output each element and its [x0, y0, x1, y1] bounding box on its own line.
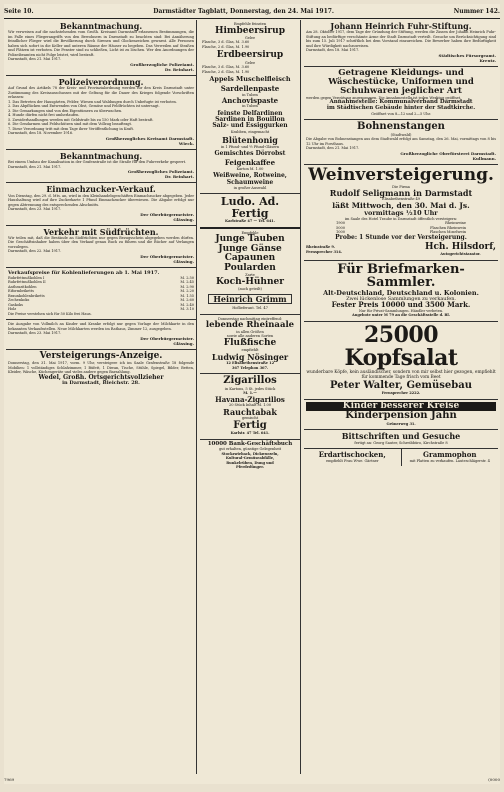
notice-signature: Dr. Reinhart.	[164, 174, 194, 180]
footer-right-code: (0000	[488, 777, 500, 782]
notice-bohnenstangen	[304, 120, 498, 165]
ad-title: Sardellenpaste	[220, 84, 280, 94]
price-value: M. 2.45	[180, 280, 194, 285]
column-right	[304, 20, 498, 774]
ad-zigarillos	[200, 374, 300, 439]
notice-signature: Glässing.	[173, 258, 194, 264]
ad-line: Karton M. 1.00	[236, 166, 264, 171]
company-name: Rudolf Seligmann in Darmstadt	[329, 188, 473, 199]
ad-erdartischocken	[304, 449, 402, 466]
ad-briefmarken	[304, 261, 498, 322]
ad-title: Blütenhonig	[222, 135, 278, 146]
notice-place: Darmstadt, den 18. November 1916.	[8, 131, 74, 136]
notice-title: Polizeiverordnung.	[58, 76, 144, 87]
notice-body: Die Ausgabe von Vollmilch an Kinder und Kranke erfolgt nur gegen Vorlage der Milchkarte in den bekannten Verkaufsstellen. Neue Milchkarten werden im Rathaus, Zimmer 12, ausgegeben.	[8, 322, 194, 331]
notice-line: Annahmestelle: Kommunalverband Darmstadt	[329, 99, 473, 106]
ad-title: Havana-Zigarillos	[215, 394, 285, 404]
ad-line: Flasche, 2 d. Glas, M. 1.90	[202, 44, 250, 49]
notice-item: 2. Das Abpflücken und Entwenden von Obst, Gemüse und Feldfrüchten ist untersagt.	[8, 104, 160, 109]
ad-gefluegel	[200, 229, 300, 315]
notice-place: Darmstadt, den 21. Mai 1917.	[8, 164, 62, 169]
newspaper-dateline: Darmstädter Tagblatt, Donnerstag, den 24. Mai 1917.	[153, 7, 335, 15]
notice-signature: Kullmann.	[472, 155, 496, 161]
ad-title: Erdartischocken,	[318, 450, 386, 460]
ad-title: Gemischtes Dörrobst	[214, 150, 286, 158]
notice-place: Darmstadt, den 22. Mai 1917.	[8, 249, 62, 254]
notice-bekanntmachung-2	[6, 150, 196, 183]
notice-body: Von Dienstag, den 29. d. Mts. an, wird in den Kleinhandelsgeschäften Einmachzucker abgegeben. Jeder Haushaltung wird auf ihre Zuckerkarte 1 Pfund Einmachzucker überwiesen. Die Abgabe erfolgt nur gegen Abtrennung des entsprechenden Abschnitts.	[8, 193, 194, 207]
broker-phone: Fernsprecher 314.	[306, 249, 342, 254]
notice-place: Darmstadt, den 21. Mai 1917.	[306, 146, 360, 151]
ad-kopfsalat	[304, 322, 498, 400]
price-value: M. 2.40	[180, 302, 194, 307]
price-item: Holz	[8, 307, 17, 312]
price-value: M. 2.50	[180, 275, 194, 280]
ad-title: 25000 Kopfsalat	[344, 321, 458, 371]
price-value: M. 2.90	[180, 284, 194, 289]
ad-kinderpension	[304, 400, 498, 430]
notice-title: Getragene Kleidungs- und Wäschestücke, Uniformen und Schuhwaren jeglicher Art	[328, 67, 474, 96]
notice-body: Donnerstag, den 31. Mai 1917, vorm. 9 Uhr, versteigere ich im Saale Grafenstraße 18 folgende Mobilien: 1 vollständiges Schlafzimmer, 1 Büfett, 1 Diwan, Tische, Stühle, Spiegel, Bilder, Betten, Kleider, Wäsche, Küchengeräte und vieles andere gegen Barzahlung.	[8, 361, 194, 375]
wine-qty: 1000	[336, 230, 345, 235]
broker-contact	[306, 245, 342, 254]
ad-line: in Kartons, 5 St. jedes Stück	[224, 386, 276, 391]
ad-line: empfiehlt	[241, 348, 259, 353]
ad-title: Bittschriften und Gesuche	[341, 431, 461, 442]
shop-name: Fertig	[233, 419, 267, 431]
ad-line: gut erhalten, günstige Gelegenheit	[218, 447, 282, 452]
page-footer	[4, 775, 500, 784]
page-number: Seite 10.	[4, 7, 34, 15]
notice-line: Geöffnet von 8—12 und 2—5 Uhr.	[371, 111, 431, 116]
ad-title: lebende Rheinaale	[205, 320, 295, 331]
ad-title: Feigenkaffee	[224, 158, 276, 168]
ad-line: Pferdedünger.	[236, 465, 264, 470]
grower-name: Peter Walter, Gemüsebau	[330, 379, 472, 391]
notice-subtitle: (Stadtwald)	[390, 132, 412, 137]
notice-signature: Kreutz.	[479, 57, 496, 63]
shop-name: Ludo. Ad. Fertig	[220, 195, 280, 220]
notice-title: Verkehr mit Südfrüchten.	[43, 226, 159, 237]
ad-line: Flasche, 3 d. Glas, M. 3.60	[202, 40, 250, 45]
ad-address: Grünerweg 31.	[386, 421, 416, 426]
ad-title: Kinder besserer Kreise	[306, 402, 496, 411]
ad-title: Himbeersirup	[215, 25, 285, 36]
ad-line: mit Platten zu verkaufen. Lauteschlägerstr. 4	[409, 458, 490, 463]
price-item: Ruhrfettnußkohlen II	[8, 280, 46, 285]
ad-line: sowie alle anderen Sorten	[226, 334, 274, 339]
ad-line: 20 Stück Inhalt M. 1.00	[228, 403, 271, 408]
price-item: Eiformbriketts	[8, 289, 34, 294]
notice-line: im Städtischen Gebäude hinter der Stadtkirche.	[326, 104, 476, 111]
wine-type: Rheinweine	[445, 221, 466, 226]
notice-item: 6. Die Gendarmen und Feldschützen sind mit dem Vollzug beauftragt.	[8, 122, 133, 127]
ad-line: Die Firma	[392, 184, 410, 189]
ad-title: Flußfische	[223, 337, 277, 348]
shop-name: Ludwig Nösinger	[211, 351, 289, 362]
ad-kicker: Empfehle	[241, 230, 259, 235]
price-item: Zechenkoks	[8, 298, 30, 303]
broker-name-block	[425, 243, 496, 257]
ad-kicker: Donnerstag nachmittag eintreffend:	[217, 316, 282, 321]
notice-bekanntmachung-1	[6, 20, 196, 76]
ad-line: in 1 Pfund- und ½ Pfund-Gläsern	[220, 144, 280, 149]
ad-line: empfiehlt Frau Wwe. Gärtner	[326, 458, 379, 463]
notice-einmachzucker	[6, 183, 196, 225]
ad-line: Krabben, eingemacht	[230, 129, 270, 134]
ad-line: (auch geteilt)	[238, 287, 262, 292]
notice-suedfruechte	[6, 226, 196, 268]
ad-weinversteigerung	[304, 165, 498, 261]
price-value: M. 2.60	[180, 298, 194, 303]
ad-himbeersirup	[200, 20, 300, 194]
notice-title: Bekanntmachung.	[59, 150, 143, 161]
notice-title: Bohnenstangen	[357, 121, 445, 133]
ad-line: Zwei lückenlose Sammlungen zu verkaufen.	[346, 295, 456, 302]
newspaper-page	[4, 4, 500, 784]
ad-title: Erdbeersirup	[216, 50, 284, 61]
ad-fertig	[200, 194, 300, 229]
notice-body: Am 28. Oktober 1917, dem Tage der Gründung der Stiftung, werden die Zinsen der Johann Heinrich Fuhr-Stiftung an bedürftige verschämte Arme der Stadt Darmstadt verteilt. Gesuche um Berücksichtigung sind bis zum 15. Juli 1917 schriftlich bei dem Vorstand einzureichen. Die Bewerber haben ihre Bedürftigkeit und ihre Würdigkeit nachzuweisen.	[306, 30, 496, 48]
ad-line: Runkelrüben, Dung und	[226, 460, 274, 465]
wine-qty: 5000	[336, 225, 345, 230]
auctioneer-address: in Darmstadt, Bleichstr. 28.	[62, 380, 140, 387]
ad-price: M. 1.—	[243, 391, 257, 396]
auction-probe: Probe: 1 Stunde vor der Versteigerung.	[335, 233, 467, 241]
ad-line: gemischt	[241, 416, 259, 421]
notice-signature: Glässing.	[173, 340, 194, 346]
notice-place: Darmstadt, den 23. Mai 1917.	[8, 331, 62, 336]
notice-milch	[6, 320, 196, 350]
ad-line: Poularden	[224, 262, 276, 273]
notice-org: Der Oberbürgermeister.	[140, 211, 194, 217]
notice-org: Der Oberbürgermeister.	[140, 253, 194, 259]
ad-line: Zarte	[245, 273, 255, 278]
ad-bittschriften	[304, 430, 498, 449]
ad-title: Für Briefmarken-Sammler.	[337, 261, 465, 291]
notice-title: Bekanntmachung.	[59, 21, 143, 31]
issue-number: Nummer 142.	[453, 7, 500, 15]
ad-line: in allen Größen	[236, 329, 264, 334]
company-address: Elisabethenstraße 49	[382, 197, 420, 202]
auction-place: im Saale des Hotel Traube in Darmstadt öffentlich versteigern:	[344, 216, 458, 221]
wine-qty: 1900	[336, 221, 345, 226]
broker-address: Rheinstraße 9.	[306, 245, 336, 250]
notice-kleidung	[304, 67, 498, 120]
auction-date: läßt Mittwoch, den 30. Mai d. Js.	[332, 200, 470, 210]
notice-item: 1. Das Betreten der Hausgärten, Felder, Wiesen und Waldungen durch Unbefugte ist verboten.	[8, 99, 177, 104]
ad-line: Nur für Privat-Sammlungen. Händler verbeten.	[358, 308, 444, 313]
notice-org: Großherzogliche Oberförsterei Darmstadt.	[400, 150, 496, 156]
shop-phone: 367 Telephon 367.	[231, 365, 269, 370]
ad-line: Angebote unter M 79 an die Geschäftsstelle d. Bl.	[352, 313, 450, 318]
ad-title: Rauchtabak	[223, 406, 277, 417]
notice-fuhr-stiftung	[304, 20, 498, 67]
notice-body: Wir teilen mit, daß die Bestände an Südfrüchten nur gegen Bezugsschein abgegeben werden dürfen. Die Geschäftsinhaber haben über den Verkauf genau Buch zu führen und die Bücher auf Verlangen vorzulegen.	[8, 235, 194, 249]
notice-item: 5. Zuwiderhandlungen werden mit Geldstrafe bis zu 150 Mark oder Haft bestraft.	[8, 117, 154, 122]
ad-line: Sardinen in Bouillon	[215, 116, 285, 124]
broker-name: Hch. Hilsdorf,	[424, 241, 496, 252]
ad-subtitle: Alt-Deutschland, Deutschland u. Kolonien.	[323, 289, 479, 298]
wine-type: Flaschen Moselwein	[429, 230, 466, 235]
shop-name: Heinrich Grimm	[208, 294, 292, 304]
ad-line: Junge Tauben	[215, 234, 285, 245]
ad-title: Grammophon	[423, 450, 477, 460]
price-item: Braunkohlenbriketts	[8, 293, 45, 298]
ad-title: Anchovispaste	[221, 96, 279, 106]
price-item: Gaskoks	[8, 302, 23, 307]
price-item: Anthrazitkohlen	[8, 284, 37, 289]
ad-line: Gelee	[244, 60, 256, 65]
ad-title: Weinversteigerung.	[308, 164, 494, 185]
notice-place: Darmstadt, den 21. Mai 1917.	[8, 57, 62, 62]
notice-body: werden gegen Vergütung angenommen. Die Annahmestelle ist jeden Werktag geöffnet.	[306, 95, 462, 100]
price-note: Die Preise verstehen sich für 50 Kilo frei Haus.	[8, 311, 92, 316]
auctioneer-name: Wedel, Großh. Ortsgerichtsvollzieher	[38, 373, 164, 381]
column-middle	[200, 20, 301, 774]
ad-line: Stockzwieback, Dickwurzeln,	[221, 451, 279, 456]
ad-title: 10000 Bank-Geschäftsbuch	[207, 440, 293, 447]
ad-line: Gelee	[244, 35, 256, 40]
notice-org: Städtisches Fürsorgeamt.	[438, 52, 496, 58]
ad-line: Flasche, 3 d. Glas, M. 3.60	[202, 65, 250, 70]
notice-item: 7. Diese Verordnung tritt mit dem Tage ihrer Veröffentlichung in Kraft.	[8, 126, 135, 131]
price-list-coal	[6, 268, 196, 321]
ad-line: in großer Auswahl	[233, 185, 267, 190]
notice-title: Versteigerungs-Anzeige.	[39, 350, 163, 361]
shop-address: 12 Elisabethenstraße 12	[225, 361, 275, 366]
ad-line: Junge Gänse	[218, 243, 282, 254]
ad-title: Schaumweine	[226, 178, 274, 186]
notice-org: Großherzogliches Polizeiamt.	[127, 169, 194, 175]
notice-org: Der Oberbürgermeister.	[140, 335, 194, 341]
price-list-title: Verkaufspreise für Kohlenlieferungen ab 1. Mai 1917.	[8, 269, 160, 276]
auction-time: vormittags ½10 Uhr	[364, 208, 438, 217]
notice-org: Großherzogliches Kreisamt Darmstadt.	[105, 135, 194, 141]
ad-line: fertigt an: Georg Sauter, Schreibbüro, Kirchstraße 8	[354, 440, 448, 445]
price-value: M. 1.55	[180, 293, 194, 298]
ad-line: feinste Delfardinen	[217, 109, 283, 117]
ad-title: Weißweine, Rotweine,	[213, 172, 287, 180]
notice-place: Darmstadt, den 18. Mai 1917.	[306, 48, 360, 53]
ad-title: Koch-Hühner	[216, 276, 284, 287]
ad-title: Appels Muschelfleisch	[209, 75, 291, 84]
notice-signature: Glässing.	[173, 216, 194, 222]
notice-body: Bei einem Umbau der Kanalisation in der Grafenstraße ist die Straße für den Fuhrverkehr gesperrt.	[8, 160, 187, 165]
ad-body: wunderbare Köpfe, kein ausländischer, sondern von mir selbst hier gezogen, empfiehlt für kommende Tage frisch vom Beet	[306, 369, 496, 381]
notice-title: Johann Heinrich Fuhr-Stiftung.	[330, 21, 472, 31]
shop-address: Karlstr. 47 Tel. 641.	[230, 431, 270, 436]
ad-title: Kinderpension Jahn	[345, 410, 457, 422]
footer-left-code: 7969	[4, 777, 15, 782]
notice-org: Großherzogliche Polizeiamt.	[130, 61, 194, 67]
ad-line: Kultural-Gemüseabfälle,	[225, 456, 275, 461]
ad-title: Zigarillos	[223, 375, 277, 387]
column-left	[6, 20, 197, 774]
notice-item: 4. Hunde dürfen nicht frei umherlaufen.	[8, 113, 80, 118]
shop-address: Hoflieferant. Tel. 47	[232, 306, 268, 311]
notice-body: Wir verweisen auf die nachstehenden vom Großh. Kreisamt Darmstadt erlassenen Bestimmungen, die im Falle eines Fliegerangriffs von den Bewohnern in Darmstadt zu beachten sind: Bei Annäherung feindlicher Flieger wird die Bevölkerung durch Sirenen und Glockenzeichen gewarnt. Alle Personen haben sich sofort in die Keller und unteren Räume der Häuser zu begeben. Das Verweilen auf Straßen und Plätzen ist verboten. Die Fenster sind zu schließen, Licht ist zu löschen. Wer den Anordnungen der Polizeibeamten nicht Folge leistet, wird bestraft.	[8, 30, 194, 57]
notice-signature: Wieck.	[178, 140, 194, 146]
notice-signature: Dr. Reinhart.	[164, 66, 194, 72]
page-header	[4, 4, 500, 19]
notice-versteigerung	[6, 350, 196, 389]
wine-type: Flaschen Rheinwein	[430, 225, 466, 230]
price-item: Ruhrfettnußkohlen I	[8, 275, 45, 280]
ad-line: Flasche, 2 d. Glas, M. 1.90	[202, 69, 250, 74]
notice-item: 3. Die Gemarkungen sind von den Eigentümern zu überwachen.	[8, 108, 123, 113]
shop-address: Karlstraße 47 — Tel. 641.	[225, 219, 275, 224]
ad-rheinaale	[200, 315, 300, 375]
ad-bank	[200, 440, 300, 473]
broker-block	[306, 243, 496, 257]
ad-line: in Tuben	[242, 92, 258, 97]
ad-price: Fester Preis 10000 und 3500 Mark.	[331, 300, 471, 310]
ad-line: in Tuben	[242, 104, 258, 109]
ad-grammophon	[402, 449, 499, 466]
notice-polizeiverordnung	[6, 76, 196, 150]
ad-row-bottom	[304, 449, 498, 466]
broker-title: Autogerichtstaxator.	[440, 252, 481, 257]
grower-phone: Fernsprecher 2222.	[381, 391, 421, 396]
ad-line: Capaunen	[224, 253, 276, 264]
notice-title: Einmachzucker-Verkauf.	[46, 184, 156, 195]
notice-place: Darmstadt, den 23. Mai 1917.	[8, 207, 62, 212]
ad-line: Salz- und Essiggurken	[212, 122, 288, 130]
ad-kicker: Empfehle feinsten	[233, 22, 267, 26]
notice-body: Die Abgabe von Bohnenstangen aus dem Stadtwald erfolgt am Samstag, den 26. Mai, vormittags von 8 bis 12 Uhr im Forsthaus.	[306, 137, 496, 146]
price-value: M. 3.10	[180, 307, 194, 312]
price-value: M. 2.20	[180, 289, 194, 294]
notice-body: Auf Grund des Artikels 78 der Kreis- und Provinzialordnung werden für den Kreis Darmstadt unter Zustimmung des Kreisausschusses mit der Geltung für die Dauer des Krieges folgende Vorschriften erlassen:	[8, 86, 194, 100]
